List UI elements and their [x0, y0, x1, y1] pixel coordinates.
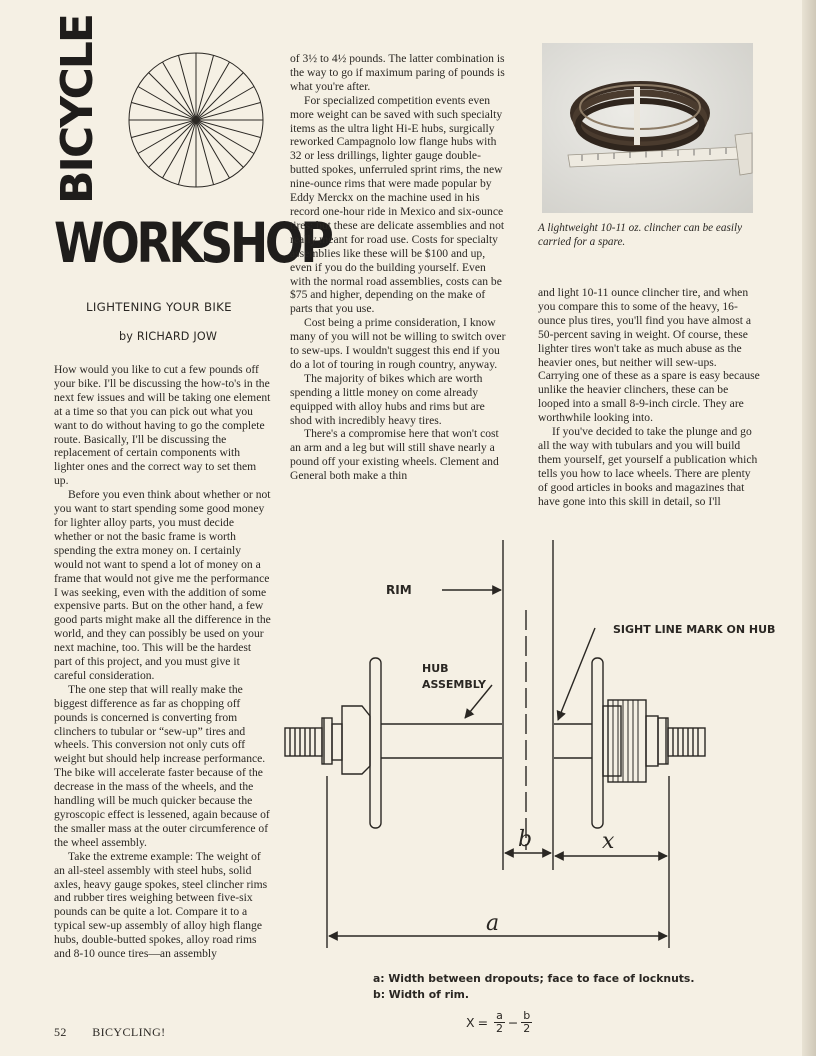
- masthead: [52, 15, 331, 284]
- article-column-1: [54, 363, 271, 961]
- paragraph: Take the extreme example: The weight of an all-steel assembly with steel hubs, solid axles, heavy gauge spokes, steel clincher rims and rubber tires weighing between five-six pounds can be quite a lot. Compare it to a typical sew-up assembly of alloy high flange hubs, double-butted spokes, alloy road rims and 8-10 ounce tires—an assembly: [54, 849, 268, 961]
- left-cone: [332, 724, 342, 760]
- left-flange: [370, 658, 381, 828]
- paragraph: The majority of bikes which are worth spending a little money on come already equipped with alloy hubs and rims but are shod with incredibly heavy tires.: [290, 371, 485, 427]
- legend-a: a: Width between dropouts; face to face of locknuts.: [373, 972, 695, 985]
- article-headline: LIGHTENING YOUR BIKE: [86, 300, 232, 314]
- paragraph: Cost being a prime consideration, I know many of you will not be willing to switch over to sew-ups. I wouldn't suggest this end if you do a lot of touring in rough country, anyway.: [290, 316, 506, 371]
- sight-pointer: [558, 628, 595, 720]
- paragraph: For specialized competition events even more weight can be saved with such specialty items as the ultra light Hi-E hubs, surgically reworked Campagnolo low flange hubs with 32 or less drillings, lighter gauge double-butted spokes, unferruled sprint rims, the new nine-ounce rims that were made popular by Eddy Merckx on the machine used in his record one-hour ride in Mexico and six-ounce tires; but these are delicate assemblies and not really meant for road use. Costs for specialty assemblies like these will be $100 and up, even if you do the building yourself. Even with the normal road assemblies, costs can be $75 and higher, depending on the make of parts that you use.: [290, 93, 505, 316]
- page-number: 52: [54, 1025, 67, 1039]
- hub-diagram: [282, 540, 782, 980]
- hub-label-line-2: ASSEMBLY: [422, 678, 486, 691]
- masthead-title-workshop: WORKSHOP: [54, 211, 331, 275]
- wheel-icon: [126, 50, 266, 190]
- paragraph: There's a compromise here that won't cost an arm and a leg but will still shave nearly a pound off your existing wheels. Clement and General both make a thin: [290, 427, 499, 483]
- fraction-a-denominator: 2: [495, 1022, 503, 1035]
- formula-equals: =: [477, 1015, 489, 1030]
- page-edge: [802, 0, 816, 1056]
- dim-a-label: a: [486, 911, 500, 936]
- paragraph: and light 10-11 ounce clincher tire, and when you compare this to some of the heavy, 16-ounce plus tires, you'll find you have almost a 50-percent saving in weight. Of course, these lighter tires won't take as much abuse as the heavier ones, but neither will sew-ups. Carrying one of these as a spare is easy because unlike the heavier clinchers, these can be looped into a small 8-9-inch circle. They are worthwhile looking into.: [538, 286, 760, 425]
- masthead-title-bicycle: BICYCLE: [52, 15, 103, 204]
- paragraph: Before you even think about whether or not you want to start spending some good money for lighter alloy parts, you must decide whether or not the basic frame is worth spending the extra money on. I certainly would not want to spend a lot of money on a frame that would not give me the performance I was seeking, even with the addition of some expensive parts. But on the other hand, a few good parts might make all the difference in the world, and they can possibly be used on your next machine, too. This will be the hardest part of this project, and you must give it careful consideration.: [54, 488, 271, 682]
- right-freewheel: [608, 700, 646, 782]
- paragraph: The one step that will really make the biggest difference as far as chopping off pounds is concerned is converting from clinchers to tubular or “sew-up” tires and wheels. This conversion not only cuts off weight but should help increase performance. The bike will accelerate faster because of the decrease in the mass of the wheels, and the handling will be much quicker because the gyroscopic effect is lessened, again because of the smaller mass at the outer circumference of the wheel assembly.: [54, 682, 270, 849]
- formula-minus: −: [507, 1015, 519, 1030]
- article-byline: by RICHARD JOW: [119, 330, 218, 343]
- dim-b-label: b: [518, 827, 533, 852]
- fraction-a-numerator: a: [496, 1009, 503, 1022]
- right-cone: [646, 716, 658, 766]
- fraction-b-denominator: 2: [523, 1022, 531, 1035]
- formula: [466, 1010, 535, 1035]
- left-hub-shell: [342, 706, 370, 774]
- tire-photo: [542, 43, 753, 213]
- fraction-a: [494, 1010, 505, 1035]
- article-column-3: [538, 286, 760, 509]
- magazine-name: BICYCLING!: [92, 1025, 166, 1039]
- rim-label: RIM: [386, 583, 412, 597]
- page-footer: [54, 1025, 166, 1040]
- article-column-2: [290, 52, 508, 483]
- fraction-b: [521, 1010, 532, 1035]
- right-flange: [592, 658, 603, 828]
- hub-label-line-1: HUB: [422, 662, 449, 675]
- fraction-b-numerator: b: [523, 1009, 531, 1022]
- sight-line-label: SIGHT LINE MARK ON HUB: [613, 623, 776, 636]
- photo-caption: A lightweight 10-11 oz. clincher can be easily carried for a spare.: [538, 222, 743, 248]
- legend-b: b: Width of rim.: [373, 988, 470, 1001]
- paragraph: of 3½ to 4½ pounds. The latter combination is the way to go if maximum paring of pounds is what you're after.: [290, 52, 505, 93]
- paragraph: If you've decided to take the plunge and go all the way with tubulars and you will build them yourself, get yourself a publication which tells you how to lace wheels. There are plenty of good articles in books and magazines that have gone into this skill in detail, so I'll: [538, 425, 758, 508]
- dim-x-label: x: [602, 829, 615, 854]
- coiled-tire-icon: [542, 43, 753, 213]
- paragraph: How would you like to cut a few pounds off your bike. I'll be discussing the how-to's in the next few issues and will be taking one element at a time so that you can pick out what you want to do without having to go the complete route. Basically, I'll be discussing the replacement of certain components with lighter ones and the correct way to set them up.: [54, 363, 271, 488]
- formula-x: X: [466, 1015, 475, 1030]
